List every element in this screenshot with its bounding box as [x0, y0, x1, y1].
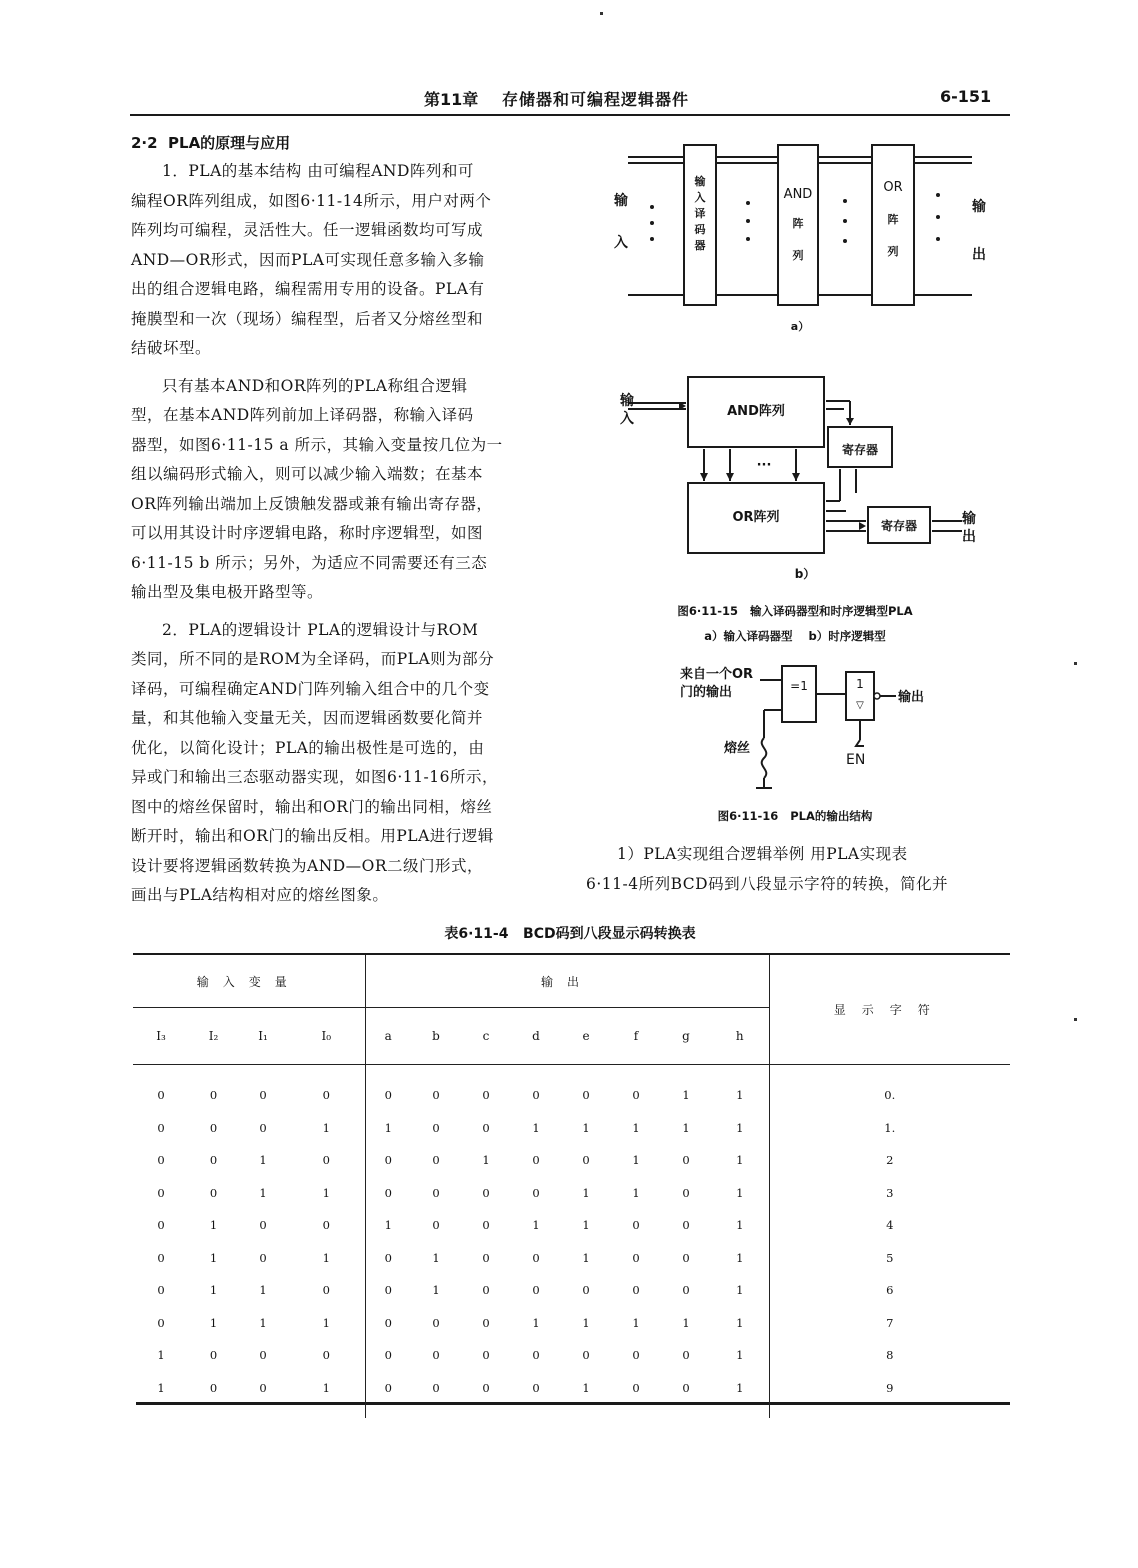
output-cell: 1 — [582, 1185, 590, 1200]
right-text — [586, 840, 1016, 899]
table-row — [133, 1112, 1010, 1145]
output-cell: 0 — [632, 1348, 640, 1363]
table-row — [133, 1144, 1010, 1177]
input-cell: 0 — [157, 1153, 165, 1168]
output-cell: 0 — [582, 1153, 590, 1168]
input-cell: 0 — [157, 1250, 165, 1265]
table-body — [133, 1079, 1010, 1404]
output-cell: 0 — [632, 1250, 640, 1265]
header-rule — [130, 114, 1010, 116]
output-cell: 1 — [582, 1120, 590, 1135]
display-cell: 2 — [769, 1144, 1010, 1177]
display-cell: 4 — [769, 1209, 1010, 1242]
input-cell: 1 — [259, 1153, 267, 1168]
decoder-char: 码 — [694, 223, 706, 236]
output-cell: 0 — [482, 1120, 490, 1135]
col-header-output: f — [633, 1029, 639, 1043]
body-text — [131, 157, 561, 911]
fig-b-in-top: 输 — [620, 393, 634, 409]
output-cell: 0 — [532, 1088, 540, 1103]
input-cell: 1 — [209, 1218, 218, 1233]
table-row — [133, 1242, 1010, 1275]
fig-a-in-bottom: 入 — [614, 235, 628, 251]
input-cell: 1 — [157, 1348, 165, 1363]
or-array-sub: 列 — [887, 245, 899, 258]
text-line: 类同，所不同的是ROM为全译码，而PLA则为部分 — [131, 650, 495, 668]
section-heading: 2·2 PLA的原理与应用 — [131, 134, 291, 152]
col-header-output: h — [735, 1029, 744, 1043]
col-header-output: g — [682, 1029, 690, 1043]
and-array-sub: 阵 — [792, 217, 804, 230]
input-cell: 0 — [157, 1218, 165, 1233]
output-cell: 0 — [682, 1218, 690, 1233]
input-cell: 0 — [259, 1120, 267, 1135]
output-cell: 0 — [365, 1242, 411, 1275]
fig-b-sublabel: b） — [794, 567, 816, 581]
col-header-input: I₀ — [321, 1029, 332, 1043]
scan-speck — [1074, 662, 1077, 665]
output-cell: 1 — [582, 1218, 590, 1233]
input-cell: 1 — [322, 1120, 330, 1135]
and-array-box: AND阵列 — [727, 404, 785, 419]
text-line: 器型，如图6·11-15 a 所示，其输入变量按几位为一 — [131, 435, 503, 454]
input-cell: 0 — [209, 1380, 218, 1395]
figure-16-diagram — [660, 658, 960, 808]
input-cell: 0 — [157, 1185, 165, 1200]
input-cell: 0 — [209, 1185, 218, 1200]
output-cell: 0 — [482, 1088, 490, 1103]
input-cell: 0 — [259, 1088, 267, 1103]
output-cell: 1 — [632, 1153, 640, 1168]
col-header-input: I₂ — [208, 1029, 219, 1043]
output-cell: 1 — [736, 1250, 744, 1265]
col-header-input: I₃ — [156, 1029, 166, 1043]
table-row — [133, 1209, 1010, 1242]
output-cell: 1 — [432, 1283, 440, 1298]
fig16-source-line2: 门的输出 — [680, 685, 733, 700]
text-line: 出的组合逻辑电路，编程需用专用的设备。PLA有 — [131, 280, 485, 298]
input-cell: 1 — [209, 1250, 218, 1265]
decoder-char: 输 — [694, 175, 706, 188]
output-cell: 0 — [432, 1088, 440, 1103]
col-header-input: I₁ — [258, 1029, 268, 1043]
output-cell: 0 — [365, 1144, 411, 1177]
fig15-subcaption: a）输入译码器型 b）时序逻辑型 — [704, 629, 886, 643]
display-cell: 9 — [769, 1372, 1010, 1405]
output-cell: 1 — [365, 1112, 411, 1145]
output-cell: 0 — [682, 1153, 690, 1168]
figure-b-diagram — [600, 365, 1000, 585]
input-cell: 1 — [259, 1283, 267, 1298]
text-line: AND—OR形式，因而PLA可实现任意多输入多输 — [131, 250, 485, 269]
or-array-box: OR阵列 — [732, 510, 780, 525]
output-cell: 0 — [482, 1250, 490, 1265]
fig16-source-line1: 来自一个OR — [680, 667, 754, 682]
output-cell: 1 — [532, 1315, 540, 1330]
input-cell: 0 — [157, 1120, 165, 1135]
fig-b-in-bottom: 入 — [620, 411, 634, 427]
fig16-output: 输出 — [898, 690, 925, 705]
display-cell: 7 — [769, 1307, 1010, 1340]
display-cell: 1. — [769, 1112, 1010, 1145]
text-line: 1．PLA的基本结构 由可编程AND阵列和可 — [162, 162, 474, 180]
display-cell: 8 — [769, 1339, 1010, 1372]
text-line: OR阵列输出端加上反馈触发器或兼有输出寄存器， — [131, 494, 493, 513]
output-cell: 0 — [432, 1185, 440, 1200]
output-cell: 1 — [632, 1185, 640, 1200]
text-line: 图中的熔丝保留时，输出和OR门的输出同相，熔丝 — [131, 797, 493, 816]
output-cell: 0 — [682, 1250, 690, 1265]
text-line: 2．PLA的逻辑设计 PLA的逻辑设计与ROM — [162, 620, 479, 639]
output-cell: 0 — [582, 1088, 590, 1103]
output-cell: 0 — [632, 1283, 640, 1298]
input-cell: 0 — [322, 1088, 330, 1103]
chapter-title: 存储器和可编程逻辑器件 — [502, 90, 690, 109]
text-line: 掩膜型和一次（现场）编程型，后者又分熔丝型和 — [131, 309, 484, 328]
output-cell: 0 — [365, 1339, 411, 1372]
output-cell: 1 — [482, 1153, 490, 1168]
input-cell: 0 — [259, 1218, 267, 1233]
text-line: 设计要将逻辑函数转换为AND—OR二级门形式， — [131, 856, 484, 875]
output-cell: 1 — [736, 1380, 744, 1395]
output-cell: 0 — [482, 1185, 490, 1200]
col-header-output: e — [582, 1029, 590, 1043]
output-cell: 1 — [736, 1283, 744, 1298]
output-cell: 0 — [682, 1283, 690, 1298]
display-cell: 3 — [769, 1177, 1010, 1210]
text-line: 阵列均可编程，灵活性大。任一逻辑函数均可写成 — [131, 221, 484, 239]
or-array-sub: 阵 — [887, 213, 899, 226]
output-cell: 1 — [736, 1315, 744, 1330]
bcd-table — [133, 955, 1010, 1418]
output-cell: 1 — [682, 1315, 690, 1330]
input-cell: 1 — [322, 1250, 330, 1265]
scan-speck — [1074, 1018, 1077, 1021]
output-cell: 0 — [365, 1372, 411, 1405]
input-cell: 0 — [259, 1250, 267, 1265]
text-line: 画出与PLA结构相对应的熔丝图象。 — [131, 886, 389, 904]
output-cell: 1 — [736, 1218, 744, 1233]
col-header-output: c — [482, 1029, 490, 1043]
input-cell: 0 — [209, 1153, 218, 1168]
text-line: 异或门和输出三态驱动器实现，如图6·11-16所示， — [131, 768, 498, 786]
output-cell: 0 — [632, 1380, 640, 1395]
text-line: 量，和其他输入变量无关，因而逻辑函数要化简并 — [131, 709, 484, 727]
fig-a-in-top: 输 — [614, 193, 628, 209]
decoder-char: 译 — [694, 207, 706, 220]
header-inputs: 输入变量 — [133, 955, 365, 1008]
input-cell: 0 — [209, 1120, 218, 1135]
fig16-enable: EN — [846, 752, 866, 768]
table-caption: 表6·11-4 BCD码到八段显示码转换表 — [444, 926, 696, 942]
table-row — [133, 1274, 1010, 1307]
text-line: 优化，以简化设计；PLA的输出极性是可选的，由 — [131, 738, 485, 757]
output-cell: 0 — [432, 1348, 440, 1363]
output-cell: 1 — [582, 1250, 590, 1265]
output-cell: 0 — [582, 1348, 590, 1363]
header-display: 显示字符 — [769, 955, 1010, 1065]
col-header-output: d — [532, 1029, 540, 1043]
text-line: 6·11-15 b 所示；另外，为适应不同需要还有三态 — [131, 553, 488, 572]
register-1: 寄存器 — [841, 443, 879, 457]
display-cell: 5 — [769, 1242, 1010, 1275]
fig16-caption: 图6·11-16 PLA的输出结构 — [717, 809, 873, 823]
output-cell: 1 — [632, 1315, 640, 1330]
fig-a-out-bottom: 出 — [972, 247, 986, 263]
output-cell: 1 — [736, 1185, 744, 1200]
output-cell: 0 — [682, 1348, 690, 1363]
output-cell: 0 — [432, 1218, 440, 1233]
output-cell: 0 — [432, 1315, 440, 1330]
output-cell: 0 — [682, 1185, 690, 1200]
output-cell: 0 — [482, 1283, 490, 1298]
input-cell: 0 — [209, 1088, 218, 1103]
display-cell: 6 — [769, 1274, 1010, 1307]
input-cell: 0 — [322, 1283, 330, 1298]
output-cell: 1 — [736, 1348, 744, 1363]
output-cell: 0 — [632, 1218, 640, 1233]
input-cell: 1 — [259, 1185, 267, 1200]
output-cell: 0 — [365, 1307, 411, 1340]
col-header-output: a — [365, 1008, 411, 1065]
input-cell: 0 — [157, 1088, 165, 1103]
output-cell: 0 — [532, 1153, 540, 1168]
text-line: 输出型及集电极开路型等。 — [131, 583, 324, 601]
text-line: 编程OR阵列组成，如图6·11-14所示，用户对两个 — [131, 191, 492, 210]
output-cell: 0 — [532, 1250, 540, 1265]
table-row — [133, 1372, 1010, 1405]
input-cell: 0 — [322, 1153, 330, 1168]
buffer-symbol: ▽ — [856, 700, 864, 711]
text-line: 1）PLA实现组合逻辑举例 用PLA实现表 — [617, 845, 908, 863]
fig-a-out-top: 输 — [972, 199, 986, 215]
table-row — [133, 1307, 1010, 1340]
output-cell: 0 — [482, 1315, 490, 1330]
register-2: 寄存器 — [880, 519, 918, 533]
input-cell: 0 — [157, 1315, 165, 1330]
output-cell: 1 — [365, 1209, 411, 1242]
fig-a-sublabel: a） — [790, 320, 810, 333]
output-cell: 1 — [736, 1120, 744, 1135]
output-cell: 0 — [432, 1120, 440, 1135]
fig-b-out-top: 输 — [962, 511, 976, 527]
text-line: 结破坏型。 — [131, 339, 212, 357]
input-cell: 0 — [209, 1348, 218, 1363]
input-cell: 1 — [322, 1185, 330, 1200]
output-cell: 0 — [432, 1153, 440, 1168]
input-cell: 1 — [209, 1315, 218, 1330]
display-cell: 0. — [769, 1079, 1010, 1112]
output-cell: 0 — [432, 1380, 440, 1395]
input-cell: 0 — [322, 1218, 330, 1233]
output-cell: 0 — [532, 1380, 540, 1395]
output-cell: 1 — [736, 1088, 744, 1103]
output-cell: 0 — [365, 1274, 411, 1307]
output-cell: 1 — [582, 1380, 590, 1395]
output-cell: 1 — [582, 1315, 590, 1330]
output-cell: 0 — [532, 1348, 540, 1363]
text-line: 译码，可编程确定AND门阵列输入组合中的几个变 — [131, 679, 490, 698]
input-cell: 0 — [259, 1380, 267, 1395]
text-line: 型，在基本AND阵列前加上译码器，称输入译码 — [131, 406, 474, 424]
or-array-label: OR — [883, 180, 903, 195]
output-cell: 0 — [482, 1348, 490, 1363]
buffer-label: 1 — [856, 677, 864, 691]
text-line: 6·11-4所列BCD码到八段显示字符的转换，简化并 — [586, 874, 949, 893]
table-row — [133, 1177, 1010, 1210]
output-cell: 0 — [482, 1380, 490, 1395]
table-row — [133, 1079, 1010, 1112]
output-cell: 0 — [365, 1079, 411, 1112]
col-header-output: b — [432, 1029, 440, 1043]
header-outputs: 输出 — [365, 955, 769, 1008]
input-cell: 1 — [209, 1283, 218, 1298]
output-cell: 1 — [632, 1120, 640, 1135]
decoder-char: 器 — [694, 239, 706, 252]
input-cell: 1 — [322, 1380, 330, 1395]
page-number: 6-151 — [940, 87, 992, 106]
xor-gate-label: =1 — [790, 679, 808, 693]
chapter-label: 第11章 — [424, 90, 479, 109]
output-cell: 1 — [682, 1088, 690, 1103]
figure-a-diagram — [600, 135, 1020, 345]
output-cell: 0 — [532, 1283, 540, 1298]
input-cell: 0 — [157, 1283, 165, 1298]
fig-b-out-bottom: 出 — [962, 529, 976, 545]
output-cell: 0 — [682, 1380, 690, 1395]
text-line: 可以用其设计时序逻辑电路，称时序逻辑型，如图 — [131, 524, 484, 542]
fig16-fuse-label: 熔丝 — [724, 741, 751, 756]
and-array-sub: 列 — [792, 249, 804, 262]
output-cell: 1 — [532, 1120, 540, 1135]
input-cell: 1 — [157, 1380, 165, 1395]
input-cell: 0 — [322, 1348, 330, 1363]
output-cell: 0 — [365, 1177, 411, 1210]
input-cell: 1 — [259, 1315, 267, 1330]
text-line: 断开时，输出和OR门的输出反相。用PLA进行逻辑 — [131, 827, 494, 845]
output-cell: 1 — [736, 1153, 744, 1168]
output-cell: 1 — [682, 1120, 690, 1135]
table-row — [133, 1339, 1010, 1372]
scan-speck — [600, 12, 603, 15]
text-line: 组以编码形式输入，则可以减少输入端数；在基本 — [131, 465, 484, 483]
output-cell: 1 — [532, 1218, 540, 1233]
output-cell: 0 — [482, 1218, 490, 1233]
output-cell: 1 — [432, 1250, 440, 1265]
fig15-caption: 图6·11-15 输入译码器型和时序逻辑型PLA — [677, 604, 913, 618]
output-cell: 0 — [532, 1185, 540, 1200]
fig-b-dots: ··· — [756, 458, 772, 473]
input-cell: 1 — [322, 1315, 330, 1330]
output-cell: 0 — [582, 1283, 590, 1298]
output-cell: 0 — [632, 1088, 640, 1103]
and-array-label: AND — [783, 187, 813, 202]
decoder-char: 入 — [694, 191, 706, 204]
text-line: 只有基本AND和OR阵列的PLA称组合逻辑 — [162, 376, 468, 395]
input-cell: 0 — [259, 1348, 267, 1363]
